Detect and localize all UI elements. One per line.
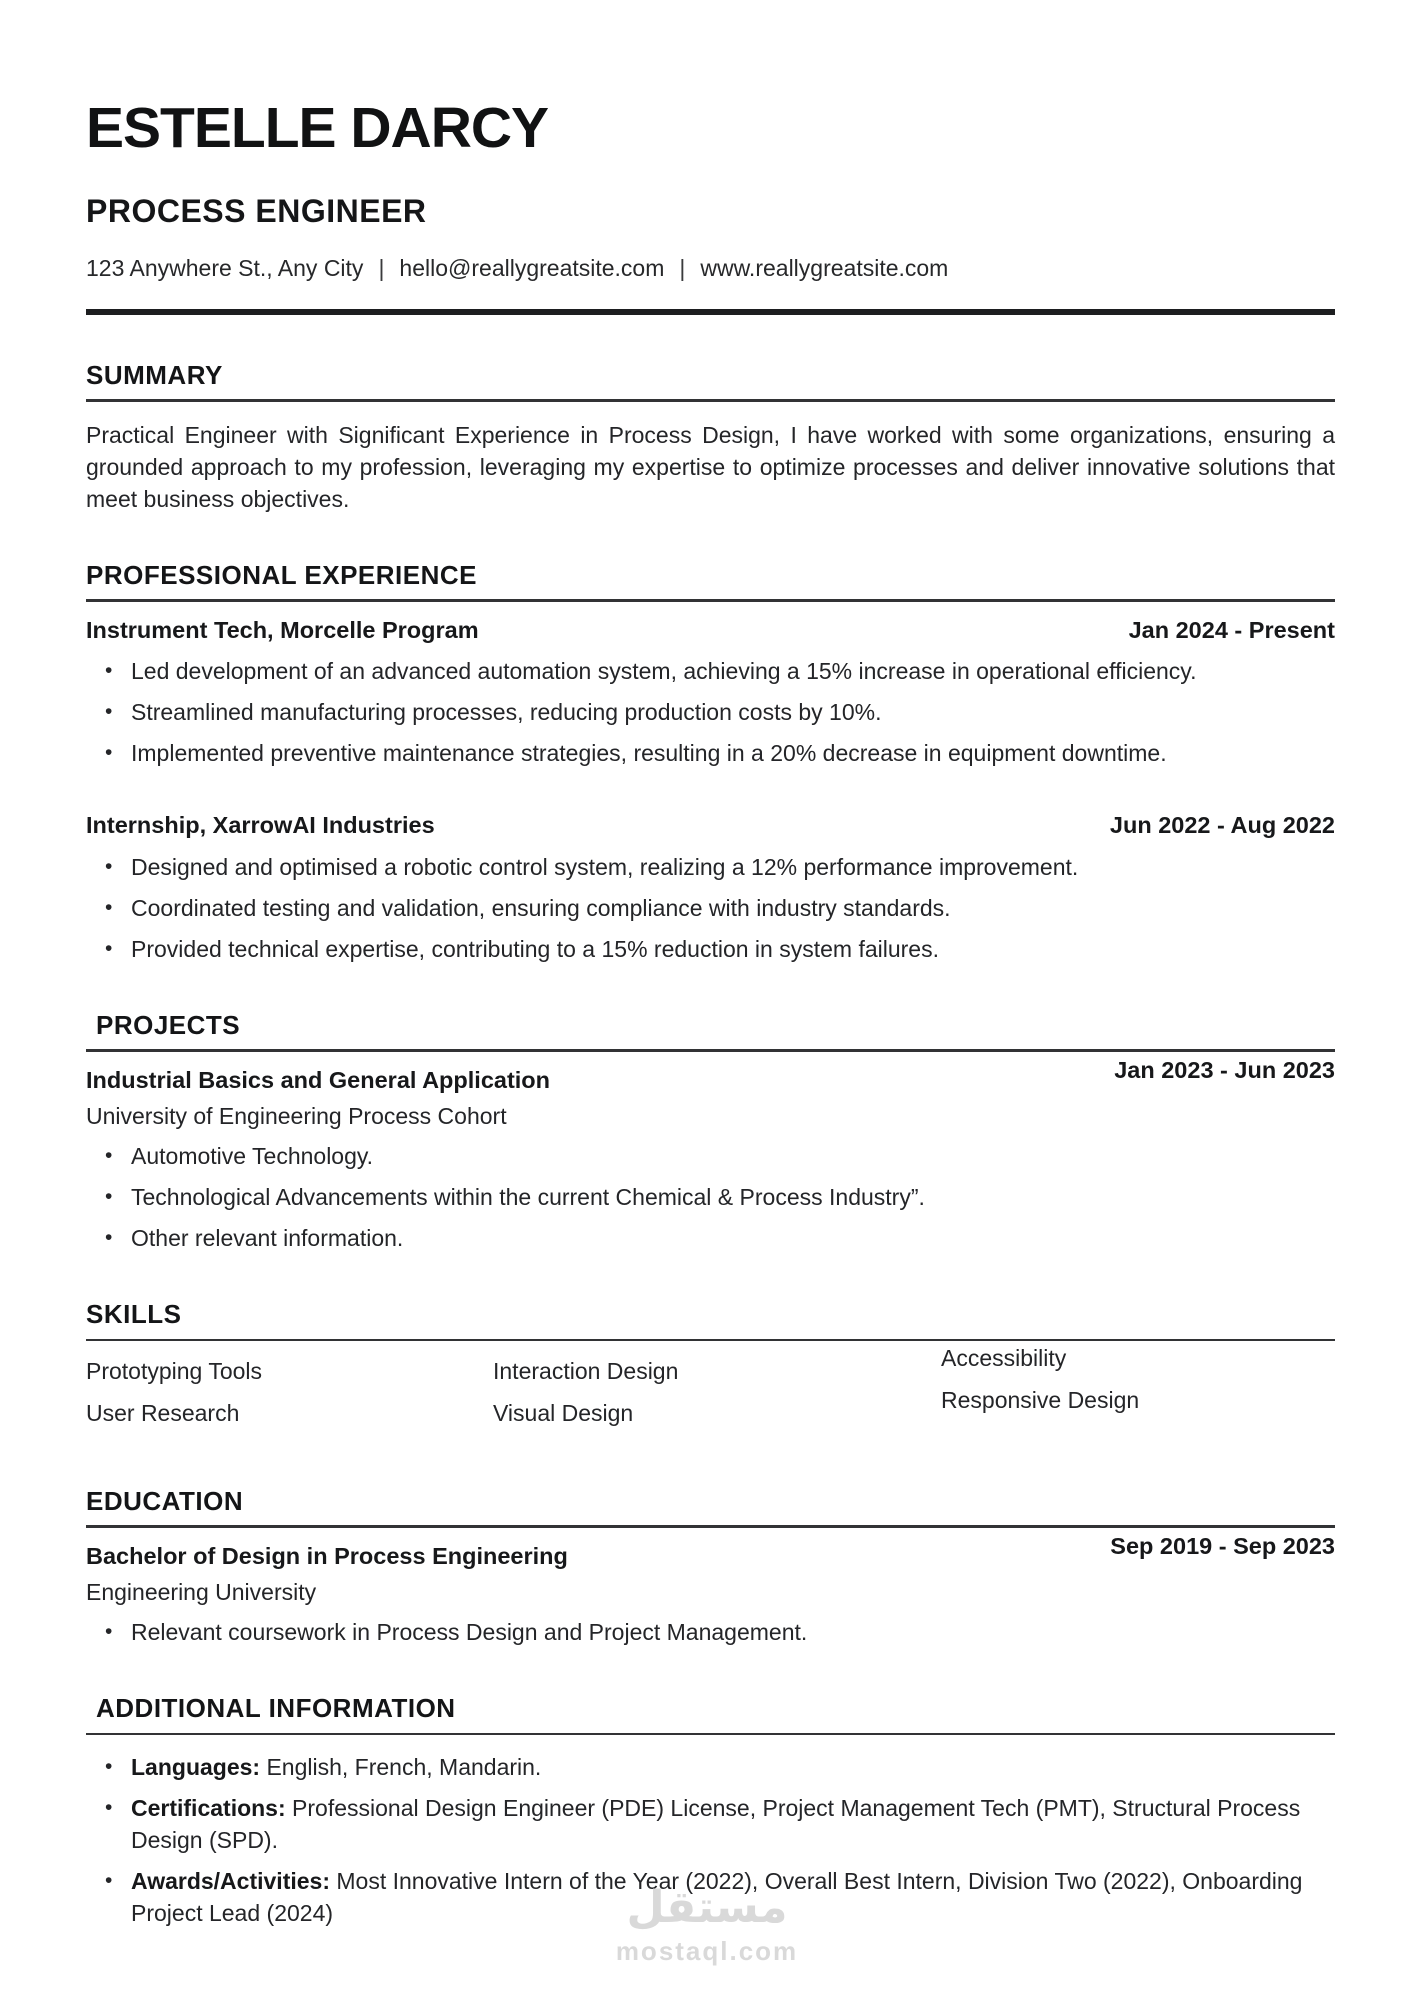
bullet-item: • Led development of an advanced automation system, achieving a 15% increase in operational efficiency.: [131, 655, 1311, 687]
bullet-item: • Implemented preventive maintenance strategies, resulting in a 20% decrease in equipment downtime.: [131, 737, 1311, 769]
experience-bullet-list: [86, 851, 1335, 965]
bullet-item: • Automotive Technology.: [131, 1140, 1311, 1172]
skills-divider: [86, 1339, 1335, 1342]
education-entry: [86, 1532, 1335, 1648]
candidate-job-title: PROCESS ENGINEER: [86, 193, 427, 229]
additional-heading: ADDITIONAL INFORMATION: [96, 1693, 456, 1724]
experience-entry-header: [86, 811, 1335, 840]
summary-text: Practical Engineer with Significant Experience in Process Design, I have worked with some organizations, ensuring a grounded approach to my profession, leveraging my expertise to optimize processes and deliver innovative solutions that meet business objectives.: [86, 421, 1335, 512]
skill-item: Interaction Design: [493, 1358, 679, 1385]
bullet-item: • Streamlined manufacturing processes, reducing production costs by 10%.: [131, 696, 1311, 728]
education-entry-header: [86, 1532, 1335, 1571]
bullet-item: • Coordinated testing and validation, ensuring compliance with industry standards.: [131, 892, 1311, 924]
watermark-site-text: mostaql.com: [615, 1936, 799, 1966]
skills-column: [86, 1357, 493, 1441]
projects-heading: PROJECTS: [96, 1009, 241, 1040]
candidate-name: ESTELLE DARCY: [86, 96, 549, 160]
bullet-text: Professional Design Engineer (PDE) License, Project Management Tech (PMT), Structural Process Design (SPD).: [131, 1795, 1301, 1854]
contact-line: [86, 255, 1335, 283]
project-entry: [86, 1056, 1335, 1254]
bullet-item: • Technological Advancements within the current Chemical & Process Industry”.: [131, 1181, 1311, 1213]
skills-grid: [86, 1345, 1335, 1441]
bullet-item: • Designed and optimised a robotic control system, realizing a 12% performance improvement.: [131, 851, 1311, 883]
bullet-item: [131, 1792, 1311, 1856]
section-education: [86, 1487, 1335, 1648]
header-divider: [86, 309, 1335, 315]
education-school: Engineering University: [86, 1579, 317, 1606]
skill-item: User Research: [86, 1399, 240, 1426]
education-divider: [86, 1525, 1335, 1528]
bullet-text: English, French, Mandarin.: [266, 1754, 542, 1781]
projects-divider: [86, 1049, 1335, 1052]
experience-job-title: Instrument Tech, Morcelle Program: [86, 616, 479, 643]
resume-header: [86, 96, 1335, 315]
skill-item: Visual Design: [493, 1399, 634, 1426]
experience-job-title: Internship, XarrowAI Industries: [86, 812, 435, 839]
skills-column: [493, 1357, 941, 1441]
project-bullet-list: [86, 1140, 1335, 1254]
education-bullet-list: [86, 1616, 1335, 1648]
education-heading: EDUCATION: [86, 1485, 244, 1516]
watermark: [615, 1883, 799, 1966]
bullet-label: Languages:: [131, 1754, 261, 1781]
bullet-label: Certifications:: [131, 1795, 286, 1822]
experience-heading: PROFESSIONAL EXPERIENCE: [86, 559, 477, 590]
bullet-item: • Other relevant information.: [131, 1222, 1311, 1254]
contact-separator: |: [679, 255, 686, 281]
project-dates: Jan 2023 - Jun 2023: [1114, 1056, 1335, 1083]
summary-divider: [86, 399, 1335, 402]
skill-item: Accessibility: [941, 1345, 1067, 1372]
summary-heading: SUMMARY: [86, 359, 223, 390]
experience-entry: [86, 616, 1335, 769]
bullet-label: Awards/Activities:: [131, 1868, 330, 1895]
experience-job-dates: Jan 2024 - Present: [1128, 616, 1335, 643]
experience-bullet-list: [86, 655, 1335, 769]
skills-column: [941, 1344, 1335, 1441]
education-degree: Bachelor of Design in Process Engineering: [86, 1542, 568, 1569]
bullet-item: [131, 1751, 1311, 1783]
mostaql-logo: مستقل: [626, 1883, 788, 1932]
contact-email: hello@reallygreatsite.com: [399, 255, 665, 281]
contact-address: 123 Anywhere St., Any City: [86, 255, 364, 281]
skills-heading: SKILLS: [86, 1299, 182, 1329]
project-title: Industrial Basics and General Application: [86, 1066, 551, 1093]
project-subtitle: University of Engineering Process Cohort: [86, 1103, 507, 1129]
bullet-item: • Relevant coursework in Process Design and Project Management.: [131, 1616, 1311, 1648]
experience-divider: [86, 599, 1335, 602]
section-skills: [86, 1300, 1335, 1441]
experience-entry-header: [86, 616, 1335, 645]
education-dates: Sep 2019 - Sep 2023: [1110, 1532, 1335, 1559]
section-summary: [86, 361, 1335, 515]
contact-separator: |: [378, 255, 385, 281]
skill-item: Responsive Design: [941, 1386, 1140, 1413]
experience-entry: [86, 811, 1335, 964]
section-experience: [86, 561, 1335, 965]
bullet-text: Most Innovative Intern of the Year (2022), Overall Best Intern, Division Two (2022), Onboarding Project Lead (2024): [131, 1868, 1303, 1927]
section-projects: [86, 1011, 1335, 1254]
project-entry-header: [86, 1056, 1335, 1095]
bullet-item: • Provided technical expertise, contributing to a 15% reduction in system failures.: [131, 933, 1311, 965]
additional-divider: [86, 1733, 1335, 1736]
experience-job-dates: Jun 2022 - Aug 2022: [1109, 812, 1335, 839]
skill-item: Prototyping Tools: [86, 1358, 263, 1385]
contact-website: www.reallygreatsite.com: [700, 255, 949, 281]
